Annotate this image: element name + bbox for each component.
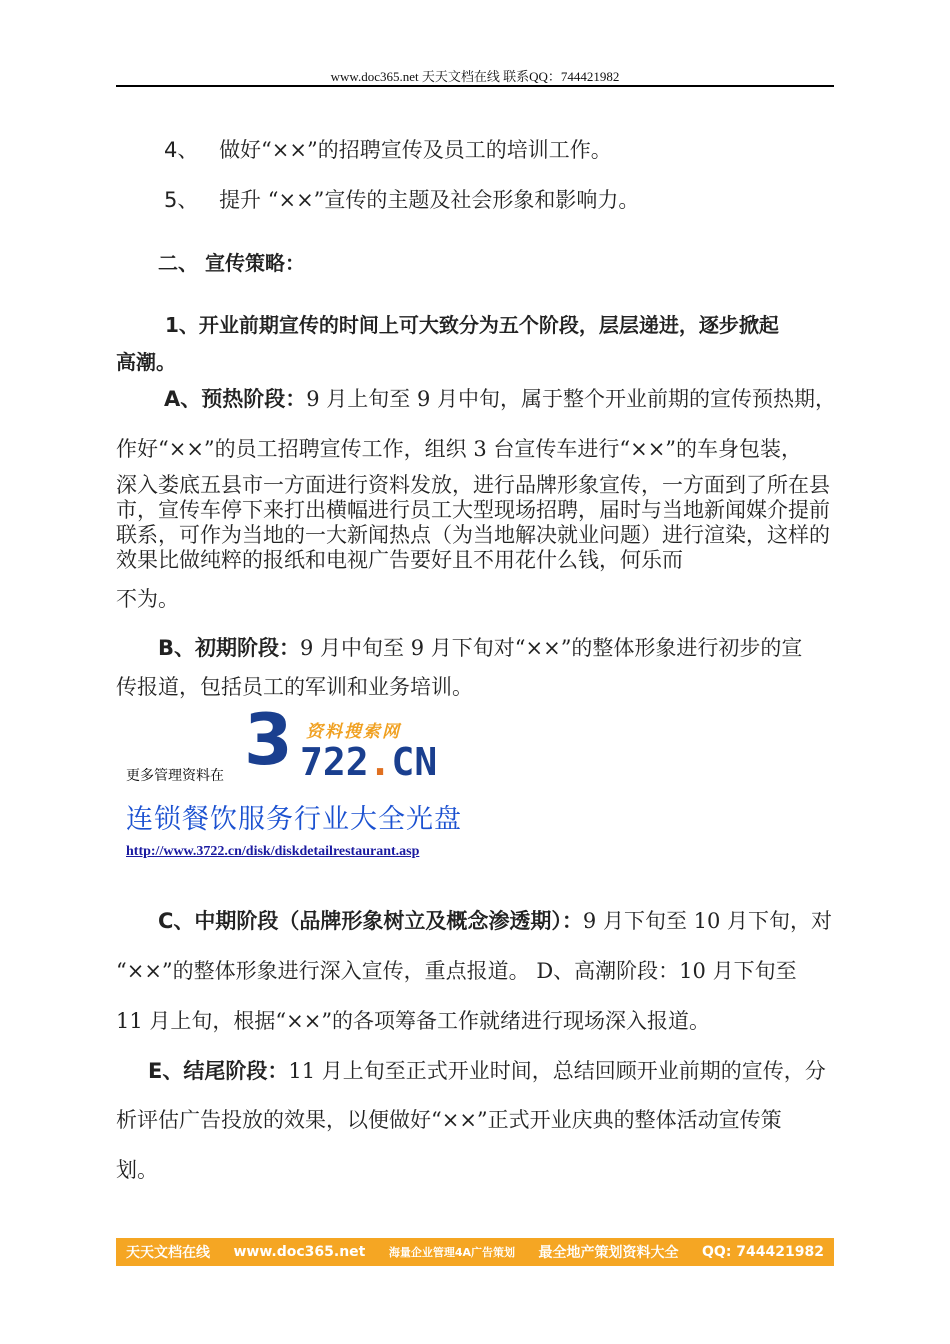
footer-slogan-1: 海量企业管理4A广告策划 — [388, 1246, 516, 1259]
footer-slogan-2: 最全地产策划资料大全 — [538, 1245, 679, 1261]
stage-e-line-2: 析评估广告投放的效果，以便做好“××”正式开业庆典的整体活动宣传策 — [116, 1108, 782, 1132]
section-title: 二、 宣传策略： — [158, 251, 305, 275]
ad-logo-3: 3 — [244, 699, 293, 781]
stage-c-text: 9 月下旬至 10 月下旬，对 — [582, 909, 833, 933]
ad-tagline: 资料搜索网 — [306, 722, 401, 742]
footer-url: www.doc365.net — [233, 1244, 366, 1260]
footer-banner[interactable] — [116, 1238, 834, 1266]
ad-logo-dot: . — [368, 740, 392, 784]
stage-c-line-2: “××”的整体形象进行深入宣传，重点报道。 D、高潮阶段：10 月下旬至 — [116, 959, 797, 983]
stage-a-text: 9 月上旬至 9 月中旬，属于整个开业前期的宣传预热期， — [306, 387, 837, 411]
footer-qq: QQ: 744421982 — [702, 1244, 824, 1260]
stage-e-text: 11 月上旬至正式开业时间，总结回顾开业前期的宣传，分 — [288, 1059, 826, 1083]
list-number: 5、 — [164, 188, 199, 212]
stage-e-label: E、结尾阶段： — [148, 1059, 289, 1083]
page-header: www.doc365.net 天天文档在线 联系QQ：744421982 — [330, 69, 620, 84]
stage-a-line-2: 作好“××”的员工招聘宣传工作，组织 3 台宣传车进行“××”的车身包装， — [116, 437, 803, 461]
stage-c-line-3: 11 月上旬，根据“××”的各项筹备工作就绪进行现场深入报道。 — [116, 1009, 711, 1033]
ad-logo-text — [300, 742, 437, 782]
ad-link[interactable]: http://www.3722.cn/disk/diskdetailrestaurant.asp — [126, 844, 420, 859]
list-number: 4、 — [164, 138, 199, 162]
stage-b-text: 9 月中旬至 9 月下旬对“××”的整体形象进行初步的宣 — [300, 636, 803, 660]
stage-e-line-3: 划。 — [116, 1158, 158, 1182]
stage-e-line-1 — [148, 1058, 826, 1084]
list-text: 提升 “××”宣传的主题及社会形象和影响力。 — [219, 188, 640, 212]
list-item-5 — [164, 187, 639, 213]
stage-b-line-2: 传报道，包括员工的军训和业务培训。 — [116, 675, 473, 699]
list-item-4 — [164, 137, 612, 163]
stage-a-tail: 不为。 — [116, 587, 179, 611]
stage-c-line-1 — [158, 908, 832, 934]
footer-site-name: 天天文档在线 — [126, 1245, 210, 1261]
header-divider — [116, 85, 834, 87]
list-text: 做好“××”的招聘宣传及员工的培训工作。 — [219, 138, 612, 162]
ad-prefix: 更多管理资料在 — [126, 768, 224, 784]
intro-line-1: 1、开业前期宣传的时间上可大致分为五个阶段，层层递进，逐步掀起 — [165, 313, 779, 337]
stage-b-label: B、初期阶段： — [158, 636, 301, 660]
stage-b-line-1 — [158, 635, 802, 661]
stage-a-line-1 — [164, 386, 836, 412]
ad-logo-cn: CN — [391, 740, 438, 784]
ad-logo-722: 722 — [300, 740, 369, 784]
stage-c-label: C、中期阶段（品牌形象树立及概念渗透期）： — [158, 909, 583, 933]
stage-a-paragraph: 深入娄底五县市一方面进行资料发放，进行品牌形象宣传，一方面到了所在县市，宣传车停下来打出横幅进行员工大型现场招聘，届时与当地新闻媒介提前联系，可作为当地的一大新闻热点（为当地解决就业问题）进行渲染，这样的效果比做纯粹的报纸和电视广告要好且不用花什么钱，何乐而 — [116, 473, 830, 572]
stage-a-label: A、预热阶段： — [164, 387, 307, 411]
ad-title: 连锁餐饮服务行业大全光盘 — [126, 804, 462, 835]
intro-line-2: 高潮。 — [116, 350, 176, 374]
